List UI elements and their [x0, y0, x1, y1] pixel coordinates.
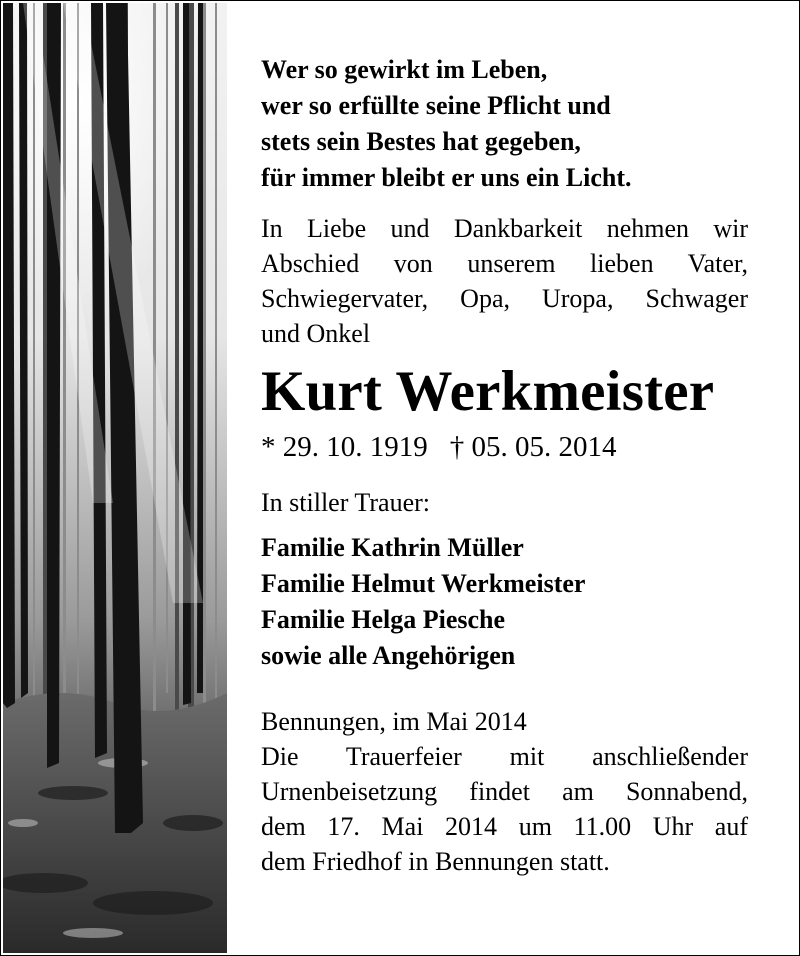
- obituary-text: [261, 52, 748, 879]
- family-line: Familie Helga Piesche: [261, 605, 506, 634]
- intro-line: Abschied von unserem lieben Vater,: [261, 249, 748, 278]
- memorial-poem: [261, 52, 748, 196]
- family-list: [261, 530, 748, 674]
- poem-line: wer so erfüllte seine Pflicht und: [261, 91, 611, 120]
- poem-line: für immer bleibt er uns ein Licht.: [261, 163, 632, 192]
- intro-line: In Liebe und Dankbarkeit nehmen wir: [261, 214, 748, 243]
- birth-date: * 29. 10. 1919: [261, 431, 428, 463]
- forest-photo: [3, 3, 227, 953]
- family-line: Familie Kathrin Müller: [261, 533, 524, 562]
- intro-line: und Onkel: [261, 319, 371, 348]
- funeral-info: [261, 739, 748, 879]
- deceased-name: Kurt Werkmeister: [261, 360, 715, 423]
- place-date: Bennungen, im Mai 2014: [261, 707, 527, 736]
- life-dates: [261, 427, 748, 467]
- poem-line: stets sein Bestes hat gegeben,: [261, 127, 581, 156]
- funeral-line: dem Friedhof in Bennungen statt.: [261, 847, 610, 876]
- family-line: sowie alle Angehörigen: [261, 641, 516, 670]
- funeral-line: dem 17. Mai 2014 um 11.00 Uhr auf: [261, 812, 748, 841]
- intro-text: [261, 211, 748, 351]
- funeral-line: Die Trauerfeier mit anschließender: [261, 742, 748, 771]
- death-date: † 05. 05. 2014: [449, 431, 617, 463]
- family-line: Familie Helmut Werkmeister: [261, 569, 586, 598]
- poem-line: Wer so gewirkt im Leben,: [261, 55, 548, 84]
- intro-line: Schwiegervater, Opa, Uropa, Schwager: [261, 284, 748, 313]
- mourning-label: In stiller Trauer:: [261, 488, 430, 517]
- funeral-line: Urnenbeisetzung findet am Sonnabend,: [261, 777, 748, 806]
